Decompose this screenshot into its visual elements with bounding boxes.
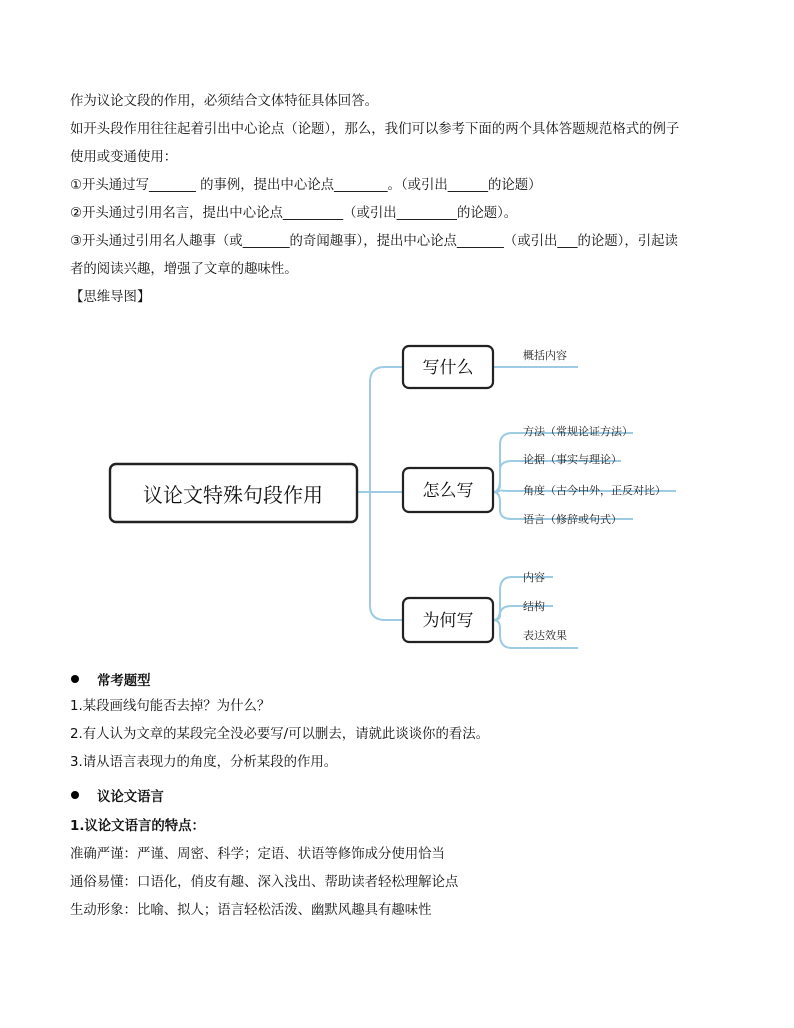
- branch-what: [403, 346, 493, 388]
- bullet-dot-common: [71, 675, 79, 683]
- branch-why-label: 为何写: [422, 611, 474, 631]
- language-item-3: 生动形象：比喻、拟人；语言轻松活泼、幽默风趣具有趣味性: [70, 903, 432, 918]
- section-common-title: 常考题型: [97, 674, 151, 689]
- mind-map-root: [110, 464, 357, 522]
- branch-how-label: 怎么写: [422, 481, 474, 501]
- section-language-title: 议论文语言: [97, 790, 164, 805]
- bullet-dot-language: [71, 791, 79, 799]
- leaf-content: 内容: [523, 571, 545, 584]
- mindmap-heading: 【思维导图】: [70, 290, 151, 305]
- leaf-expression: 表达效果: [523, 629, 567, 642]
- leaf-evidence: 论据（事实与理论）: [523, 453, 622, 466]
- language-item-2: 通俗易懂：口语化，俏皮有趣、深入浅出、帮助读者轻松理解论点: [70, 875, 459, 890]
- branch-why: [403, 598, 493, 642]
- intro-line-2: 如开头段作用往往起着引出中心论点（论题），那么，我们可以参考下面的两个具体答题规范格式的例子: [70, 122, 680, 137]
- intro-line-7: 者的阅读兴趣，增强了文章的趣味性。: [70, 262, 298, 277]
- branch-how: [403, 468, 493, 512]
- language-subtitle: 1.议论文语言的特点：: [70, 819, 205, 834]
- intro-line-5: ②开头通过引用名言，提出中心论点_________（或引出_________的论题）。: [70, 206, 518, 221]
- intro-line-4: ①开头通过写_______ 的事例，提出中心论点________。（或引出______的论题）: [70, 178, 542, 193]
- leaf-structure: 结构: [523, 600, 545, 613]
- language-item-1: 准确严谨：严谨、周密、科学；定语、状语等修饰成分使用恰当: [70, 847, 445, 862]
- branch-what-label: 写什么: [422, 358, 474, 378]
- intro-line-1: 作为议论文段的作用，必须结合文体特征具体回答。: [70, 94, 378, 109]
- intro-line-6: ③开头通过引用名人趣事（或_______的奇闻趣事），提出中心论点_______（或引出___的论题），引起读: [70, 234, 678, 249]
- common-item-1: 1.某段画线句能否去掉？为什么？: [70, 699, 271, 714]
- common-item-3: 3.请从语言表现力的角度，分析某段的作用。: [70, 755, 338, 770]
- leaf-angle: 角度（古今中外，正反对比）: [523, 484, 666, 497]
- intro-line-3: 使用或变通使用：: [70, 150, 178, 165]
- root-label: 议论文特殊句段作用: [143, 483, 323, 507]
- leaf-summary: 概括内容: [523, 349, 567, 362]
- mind-map: [0, 320, 794, 660]
- common-item-2: 2.有人认为文章的某段完全没必要写/可以删去，请就此谈谈你的看法。: [70, 727, 490, 742]
- leaf-language: 语言（修辞或句式）: [523, 513, 622, 526]
- leaf-method: 方法（常规论证方法）: [523, 425, 633, 438]
